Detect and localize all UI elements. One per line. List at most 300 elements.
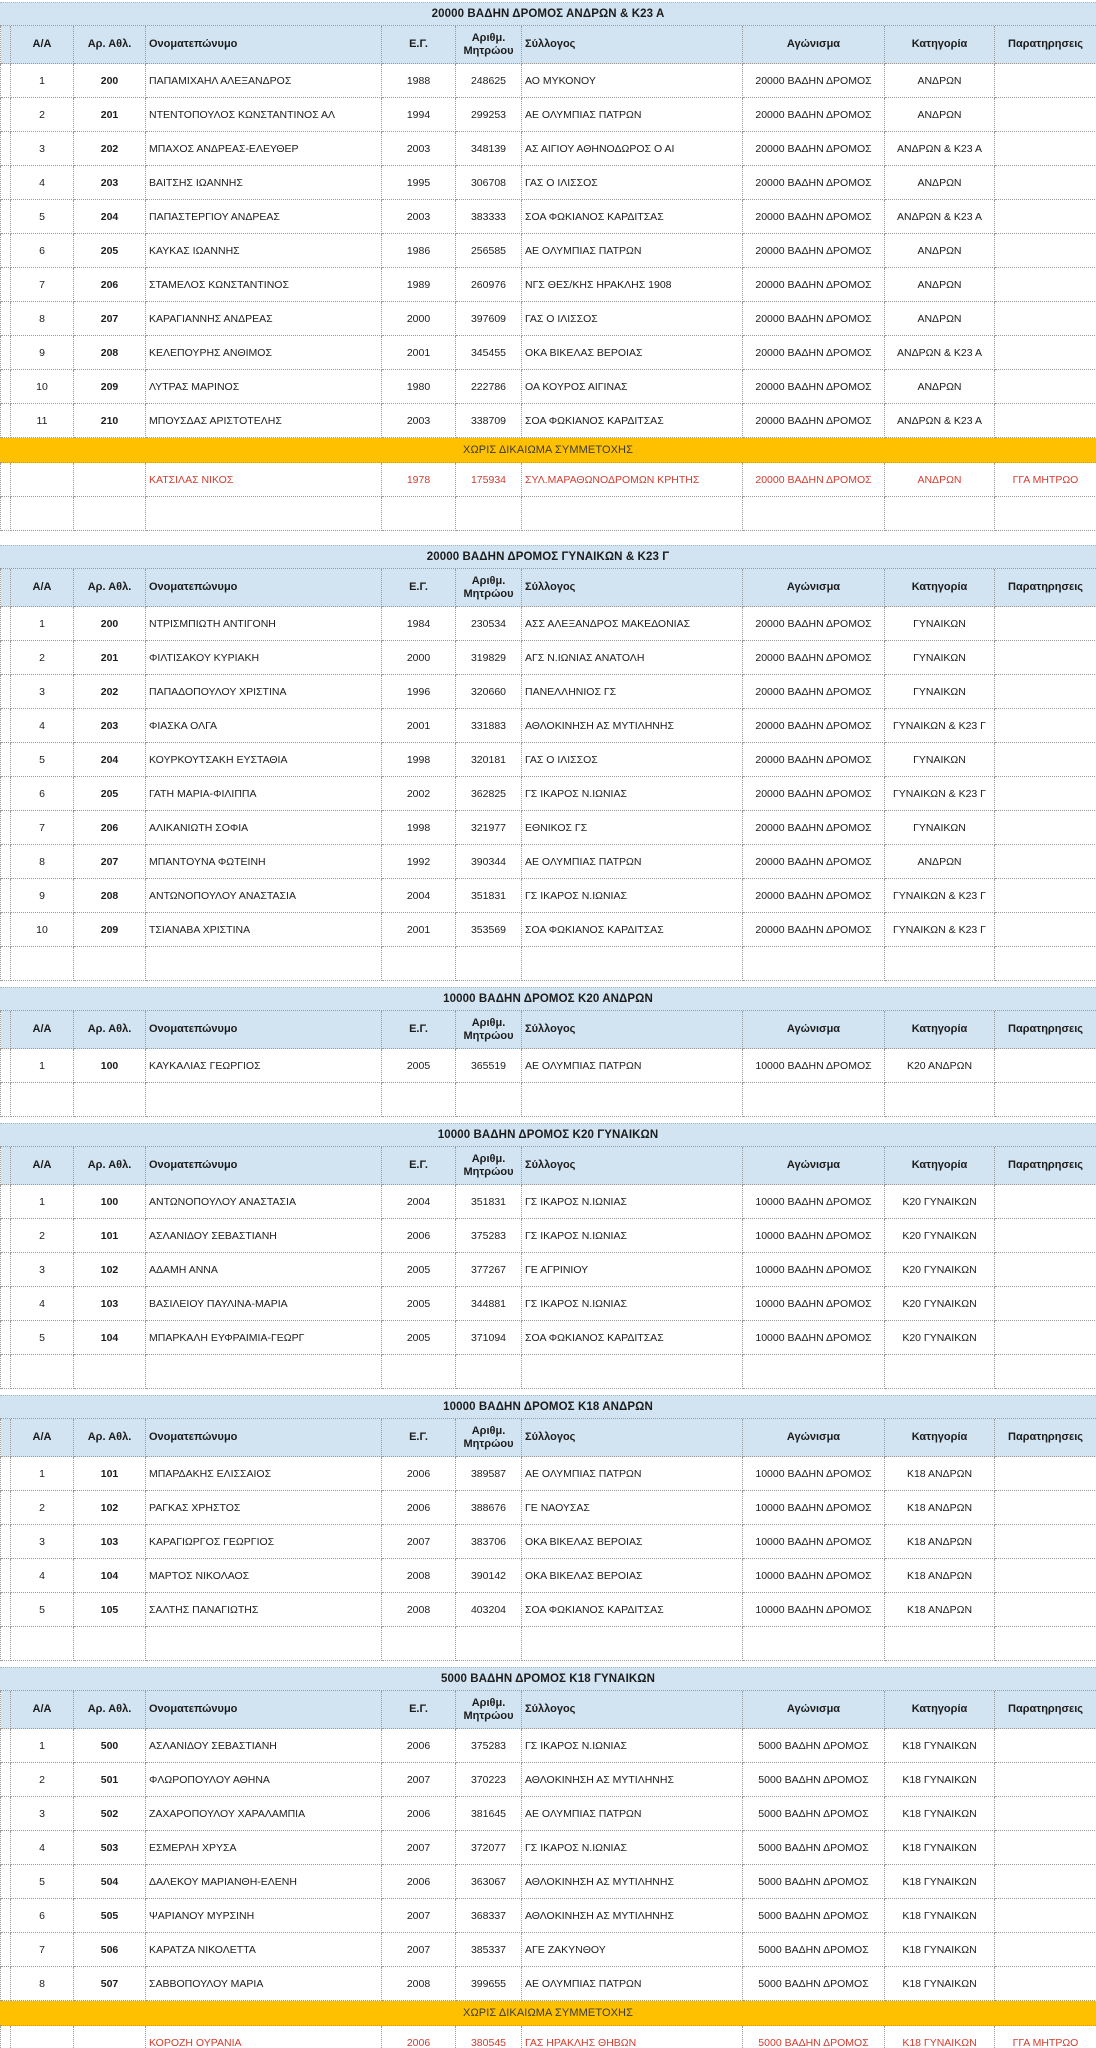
cell-event: 20000 ΒΑΔΗΝ ΔΡΟΜΟΣ (743, 64, 885, 98)
cell-aa: 2 (11, 1763, 74, 1797)
cell-club: ΑΓΣ Ν.ΙΩΝΙΑΣ ΑΝΑΤΟΛΗ (522, 641, 743, 675)
gutter-cell (1, 811, 11, 845)
cell-reg: 383333 (456, 200, 522, 234)
cell-empty (456, 1083, 522, 1117)
cell-club: ΑΘΛΟΚΙΝΗΣΗ ΑΣ ΜΥΤΙΛΗΝΗΣ (522, 1865, 743, 1899)
section-title: 10000 ΒΑΔΗΝ ΔΡΟΜΟΣ Κ18 ΑΝΔΡΩΝ (0, 1395, 1096, 1419)
cell-event: 20000 ΒΑΔΗΝ ΔΡΟΜΟΣ (743, 675, 885, 709)
cell-notes (995, 1491, 1096, 1525)
cell-name: ΡΑΓΚΑΣ ΧΡΗΣΤΟΣ (146, 1491, 382, 1525)
cell-reg: 375283 (456, 1729, 522, 1763)
cell-reg: 368337 (456, 1899, 522, 1933)
cell-aa: 2 (11, 641, 74, 675)
cell-eg: 2005 (382, 1287, 456, 1321)
athlete-row (0, 1593, 1096, 1627)
cell-name: ΤΣΙΑΝΑΒΑ ΧΡΙΣΤΙΝΑ (146, 913, 382, 947)
cell-empty (995, 497, 1096, 531)
excluded-athlete-row (0, 463, 1096, 497)
cell-eg: 2007 (382, 1525, 456, 1559)
cell-club: ΑΣΣ ΑΛΕΞΑΝΔΡΟΣ ΜΑΚΕΔΟΝΙΑΣ (522, 607, 743, 641)
column-header-eg: Ε.Γ. (382, 1147, 456, 1185)
cell-num: 100 (74, 1049, 146, 1083)
cell-empty (743, 497, 885, 531)
cell-reg: 385337 (456, 1933, 522, 1967)
gutter-cell (1, 1419, 11, 1457)
cell-club: ΣΟΑ ΦΩΚΙΑΝΟΣ ΚΑΡΔΙΤΣΑΣ (522, 1321, 743, 1355)
cell-eg: 1992 (382, 845, 456, 879)
cell-empty (146, 497, 382, 531)
athlete-row (0, 1219, 1096, 1253)
cell-notes (995, 336, 1096, 370)
cell-cat: Κ18 ΓΥΝΑΙΚΩΝ (885, 1865, 995, 1899)
cell-aa: 1 (11, 1729, 74, 1763)
cell-num: 208 (74, 879, 146, 913)
cell-empty (146, 1627, 382, 1661)
gutter-cell (1, 879, 11, 913)
cell-notes (995, 879, 1096, 913)
cell-notes (995, 811, 1096, 845)
gutter-cell (1, 1457, 11, 1491)
cell-cat: ΓΥΝΑΙΚΩΝ & Κ23 Γ (885, 777, 995, 811)
column-header-aa: Α/Α (11, 1419, 74, 1457)
header-row (0, 1419, 1096, 1457)
column-header-club: Σύλλογος (522, 1691, 743, 1729)
cell-aa: 7 (11, 811, 74, 845)
gutter-cell (1, 1185, 11, 1219)
cell-notes (995, 1049, 1096, 1083)
cell-reg: 371094 (456, 1321, 522, 1355)
cell-cat: Κ18 ΓΥΝΑΙΚΩΝ (885, 1933, 995, 1967)
cell-name: ΑΣΛΑΝΙΔΟΥ ΣΕΒΑΣΤΙΑΝΗ (146, 1729, 382, 1763)
athlete-row (0, 1831, 1096, 1865)
cell-eg: 2001 (382, 913, 456, 947)
cell-empty (11, 947, 74, 981)
cell-name: ΜΠΑΝΤΟΥΝΑ ΦΩΤΕΙΝΗ (146, 845, 382, 879)
column-header-club: Σύλλογος (522, 1419, 743, 1457)
cell-reg: 321977 (456, 811, 522, 845)
gutter-cell (1, 336, 11, 370)
cell-empty (146, 1083, 382, 1117)
cell-aa: 10 (11, 370, 74, 404)
column-header-eg: Ε.Γ. (382, 1419, 456, 1457)
cell-num: 101 (74, 1219, 146, 1253)
cell-club: ΑΕ ΟΛΥΜΠΙΑΣ ΠΑΤΡΩΝ (522, 234, 743, 268)
cell-club: ΑΓΕ ΖΑΚΥΝΘΟΥ (522, 1933, 743, 1967)
gutter-cell (1, 132, 11, 166)
empty-row (0, 1627, 1096, 1661)
cell-eg: 2006 (382, 1797, 456, 1831)
cell-notes (995, 1185, 1096, 1219)
gutter-cell (1, 1831, 11, 1865)
cell-cat: ΓΥΝΑΙΚΩΝ & Κ23 Γ (885, 879, 995, 913)
cell-event: 20000 ΒΑΔΗΝ ΔΡΟΜΟΣ (743, 336, 885, 370)
cell-notes (995, 1763, 1096, 1797)
gutter-cell (1, 1049, 11, 1083)
column-header-name: Ονοματεπώνυμο (146, 1419, 382, 1457)
cell-name: ΠΑΠΑΔΟΠΟΥΛΟΥ ΧΡΙΣΤΙΝΑ (146, 675, 382, 709)
athlete-row (0, 1287, 1096, 1321)
cell-eg: 1995 (382, 166, 456, 200)
cell-empty (885, 1083, 995, 1117)
cell-reg: 175934 (456, 463, 522, 497)
cell-reg: 362825 (456, 777, 522, 811)
cell-num: 103 (74, 1525, 146, 1559)
gutter-cell (1, 1287, 11, 1321)
cell-reg: 230534 (456, 607, 522, 641)
cell-reg: 383706 (456, 1525, 522, 1559)
cell-name: ΜΠΟΥΣΔΑΣ ΑΡΙΣΤΟΤΕΛΗΣ (146, 404, 382, 438)
cell-reg: 256585 (456, 234, 522, 268)
cell-event: 20000 ΒΑΔΗΝ ΔΡΟΜΟΣ (743, 777, 885, 811)
cell-aa: 3 (11, 1525, 74, 1559)
cell-eg: 2008 (382, 1593, 456, 1627)
cell-event: 5000 ΒΑΔΗΝ ΔΡΟΜΟΣ (743, 1729, 885, 1763)
cell-num: 201 (74, 641, 146, 675)
cell-event: 10000 ΒΑΔΗΝ ΔΡΟΜΟΣ (743, 1287, 885, 1321)
cell-club: ΣΟΑ ΦΩΚΙΑΝΟΣ ΚΑΡΔΙΤΣΑΣ (522, 200, 743, 234)
cell-reg: 397609 (456, 302, 522, 336)
cell-cat: Κ20 ΓΥΝΑΙΚΩΝ (885, 1185, 995, 1219)
empty-row (0, 1083, 1096, 1117)
cell-event: 20000 ΒΑΔΗΝ ΔΡΟΜΟΣ (743, 743, 885, 777)
cell-name: ΣΑΒΒΟΠΟΥΛΟΥ ΜΑΡΙΑ (146, 1967, 382, 2001)
cell-club: ΝΓΣ ΘΕΣ/ΚΗΣ ΗΡΑΚΛΗΣ 1908 (522, 268, 743, 302)
cell-notes (995, 1253, 1096, 1287)
cell-club: ΑΕ ΟΛΥΜΠΙΑΣ ΠΑΤΡΩΝ (522, 1457, 743, 1491)
event-section (0, 1395, 1096, 1661)
cell-notes (995, 1831, 1096, 1865)
cell-eg: 1989 (382, 268, 456, 302)
cell-cat: Κ20 ΓΥΝΑΙΚΩΝ (885, 1219, 995, 1253)
cell-empty (74, 1627, 146, 1661)
cell-eg: 1978 (382, 463, 456, 497)
cell-cat: ΓΥΝΑΙΚΩΝ (885, 641, 995, 675)
cell-empty (743, 1627, 885, 1661)
cell-empty (74, 497, 146, 531)
cell-reg: 403204 (456, 1593, 522, 1627)
cell-aa: 5 (11, 1593, 74, 1627)
cell-club: ΑΟ ΜΥΚΟΝΟΥ (522, 64, 743, 98)
section-title: 10000 ΒΑΔΗΝ ΔΡΟΜΟΣ Κ20 ΓΥΝΑΙΚΩΝ (0, 1123, 1096, 1147)
gutter-cell (1, 709, 11, 743)
column-header-club: Σύλλογος (522, 569, 743, 607)
cell-reg: 372077 (456, 1831, 522, 1865)
cell-name: ΔΑΛΕΚΟΥ ΜΑΡΙΑΝΘΗ-ΕΛΕΝΗ (146, 1865, 382, 1899)
cell-num: 209 (74, 370, 146, 404)
cell-num: 101 (74, 1457, 146, 1491)
athlete-row (0, 913, 1096, 947)
gutter-cell (1, 777, 11, 811)
header-row (0, 26, 1096, 64)
gutter-cell (1, 1219, 11, 1253)
cell-notes (995, 1729, 1096, 1763)
cell-aa: 6 (11, 1899, 74, 1933)
cell-event: 20000 ΒΑΔΗΝ ΔΡΟΜΟΣ (743, 463, 885, 497)
athlete-row (0, 1185, 1096, 1219)
cell-num: 201 (74, 98, 146, 132)
cell-reg: 260976 (456, 268, 522, 302)
cell-notes (995, 1899, 1096, 1933)
cell-eg: 1980 (382, 370, 456, 404)
cell-eg: 2000 (382, 302, 456, 336)
cell-notes (995, 607, 1096, 641)
athlete-row (0, 200, 1096, 234)
cell-notes (995, 302, 1096, 336)
gutter-cell (1, 166, 11, 200)
cell-club: ΑΕ ΟΛΥΜΠΙΑΣ ΠΑΤΡΩΝ (522, 1049, 743, 1083)
cell-reg: 377267 (456, 1253, 522, 1287)
cell-name: ΦΙΛΤΙΣΑΚΟΥ ΚΥΡΙΑΚΗ (146, 641, 382, 675)
cell-reg: 389587 (456, 1457, 522, 1491)
gutter-cell (1, 1899, 11, 1933)
athlete-row (0, 1049, 1096, 1083)
cell-event: 20000 ΒΑΔΗΝ ΔΡΟΜΟΣ (743, 98, 885, 132)
cell-event: 5000 ΒΑΔΗΝ ΔΡΟΜΟΣ (743, 1763, 885, 1797)
cell-reg: 399655 (456, 1967, 522, 2001)
cell-reg: 338709 (456, 404, 522, 438)
cell-aa: 2 (11, 1219, 74, 1253)
cell-aa: 6 (11, 777, 74, 811)
cell-num: 200 (74, 607, 146, 641)
cell-num: 206 (74, 811, 146, 845)
cell-event: 20000 ΒΑΔΗΝ ΔΡΟΜΟΣ (743, 132, 885, 166)
cell-cat: Κ18 ΑΝΔΡΩΝ (885, 1491, 995, 1525)
gutter-cell (1, 947, 11, 981)
cell-name: ΝΤΡΙΣΜΠΙΩΤΗ ΑΝΤΙΓΟΝΗ (146, 607, 382, 641)
gutter-cell (1, 675, 11, 709)
gutter-cell (1, 1933, 11, 1967)
cell-event: 5000 ΒΑΔΗΝ ΔΡΟΜΟΣ (743, 2026, 885, 2048)
cell-club: ΠΑΝΕΛΛΗΝΙΟΣ ΓΣ (522, 675, 743, 709)
cell-event: 10000 ΒΑΔΗΝ ΔΡΟΜΟΣ (743, 1185, 885, 1219)
athlete-row (0, 743, 1096, 777)
cell-num (74, 2026, 146, 2048)
column-header-aa: Α/Α (11, 26, 74, 64)
cell-empty (995, 1627, 1096, 1661)
header-row (0, 1011, 1096, 1049)
gutter-cell (1, 913, 11, 947)
cell-cat: ΓΥΝΑΙΚΩΝ (885, 743, 995, 777)
cell-aa: 1 (11, 64, 74, 98)
cell-event: 20000 ΒΑΔΗΝ ΔΡΟΜΟΣ (743, 200, 885, 234)
athlete-row (0, 64, 1096, 98)
cell-aa (11, 463, 74, 497)
cell-empty (885, 1627, 995, 1661)
cell-club: ΓΣ ΙΚΑΡΟΣ Ν.ΙΩΝΙΑΣ (522, 1287, 743, 1321)
empty-row (0, 1355, 1096, 1389)
cell-num: 208 (74, 336, 146, 370)
cell-notes: ΓΓΑ ΜΗΤΡΩΟ (995, 463, 1096, 497)
gutter-cell (1, 1797, 11, 1831)
cell-event: 10000 ΒΑΔΗΝ ΔΡΟΜΟΣ (743, 1491, 885, 1525)
cell-event: 10000 ΒΑΔΗΝ ΔΡΟΜΟΣ (743, 1321, 885, 1355)
athlete-row (0, 1933, 1096, 1967)
header-row (0, 1147, 1096, 1185)
cell-notes (995, 1287, 1096, 1321)
cell-reg: 320181 (456, 743, 522, 777)
cell-eg: 1996 (382, 675, 456, 709)
cell-empty (456, 1355, 522, 1389)
cell-empty (382, 947, 456, 981)
cell-club: ΑΘΛΟΚΙΝΗΣΗ ΑΣ ΜΥΤΙΛΗΝΗΣ (522, 1899, 743, 1933)
cell-cat: Κ18 ΑΝΔΡΩΝ (885, 1525, 995, 1559)
cell-empty (522, 1627, 743, 1661)
no-participation-banner: ΧΩΡΙΣ ΔΙΚΑΙΩΜΑ ΣΥΜΜΕΤΟΧΗΣ (0, 438, 1096, 463)
gutter-cell (1, 1559, 11, 1593)
cell-club: ΓΑΣ ΗΡΑΚΛΗΣ ΘΗΒΩΝ (522, 2026, 743, 2048)
cell-aa: 11 (11, 404, 74, 438)
gutter-cell (1, 1691, 11, 1729)
cell-club: ΓΑΣ Ο ΙΛΙΣΣΟΣ (522, 166, 743, 200)
cell-notes (995, 913, 1096, 947)
gutter-cell (1, 1253, 11, 1287)
cell-event: 20000 ΒΑΔΗΝ ΔΡΟΜΟΣ (743, 913, 885, 947)
column-header-event: Αγώνισμα (743, 1011, 885, 1049)
cell-num: 204 (74, 743, 146, 777)
column-header-num: Αρ. Αθλ. (74, 1147, 146, 1185)
cell-cat: Κ18 ΓΥΝΑΙΚΩΝ (885, 2026, 995, 2048)
cell-empty (456, 947, 522, 981)
column-header-name: Ονοματεπώνυμο (146, 1691, 382, 1729)
excluded-athlete-row (0, 2026, 1096, 2048)
cell-cat: ΑΝΔΡΩΝ (885, 370, 995, 404)
column-header-eg: Ε.Γ. (382, 1011, 456, 1049)
cell-num: 500 (74, 1729, 146, 1763)
cell-reg: 319829 (456, 641, 522, 675)
cell-cat: ΑΝΔΡΩΝ & Κ23 Α (885, 336, 995, 370)
cell-name: ΣΑΛΤΗΣ ΠΑΝΑΓΙΩΤΗΣ (146, 1593, 382, 1627)
cell-name: ΚΕΛΕΠΟΥΡΗΣ ΑΝΘΙΜΟΣ (146, 336, 382, 370)
cell-name: ΑΔΑΜΗ ΑΝΝΑ (146, 1253, 382, 1287)
cell-club: ΑΕ ΟΛΥΜΠΙΑΣ ΠΑΤΡΩΝ (522, 98, 743, 132)
cell-cat: ΓΥΝΑΙΚΩΝ & Κ23 Γ (885, 913, 995, 947)
cell-aa: 1 (11, 1185, 74, 1219)
cell-club: ΓΣ ΙΚΑΡΟΣ Ν.ΙΩΝΙΑΣ (522, 1219, 743, 1253)
cell-aa: 8 (11, 845, 74, 879)
gutter-cell (1, 743, 11, 777)
cell-aa: 3 (11, 1797, 74, 1831)
cell-num: 100 (74, 1185, 146, 1219)
cell-cat: Κ18 ΓΥΝΑΙΚΩΝ (885, 1797, 995, 1831)
cell-cat: Κ18 ΓΥΝΑΙΚΩΝ (885, 1729, 995, 1763)
cell-reg: 388676 (456, 1491, 522, 1525)
athlete-row (0, 370, 1096, 404)
cell-aa: 5 (11, 743, 74, 777)
cell-aa: 4 (11, 709, 74, 743)
cell-num: 502 (74, 1797, 146, 1831)
cell-event: 5000 ΒΑΔΗΝ ΔΡΟΜΟΣ (743, 1967, 885, 2001)
athlete-row (0, 1763, 1096, 1797)
gutter-cell (1, 1321, 11, 1355)
cell-reg: 222786 (456, 370, 522, 404)
cell-aa: 3 (11, 675, 74, 709)
cell-club: ΣΟΑ ΦΩΚΙΑΝΟΣ ΚΑΡΔΙΤΣΑΣ (522, 1593, 743, 1627)
cell-name: ΑΛΙΚΑΝΙΩΤΗ ΣΟΦΙΑ (146, 811, 382, 845)
cell-num: 207 (74, 845, 146, 879)
cell-cat: Κ20 ΓΥΝΑΙΚΩΝ (885, 1287, 995, 1321)
column-header-cat: Κατηγορία (885, 26, 995, 64)
cell-event: 5000 ΒΑΔΗΝ ΔΡΟΜΟΣ (743, 1797, 885, 1831)
cell-aa: 3 (11, 132, 74, 166)
column-header-num: Αρ. Αθλ. (74, 26, 146, 64)
gutter-cell (1, 1147, 11, 1185)
cell-name: ΜΑΡΤΟΣ ΝΙΚΟΛΑΟΣ (146, 1559, 382, 1593)
cell-club: ΑΘΛΟΚΙΝΗΣΗ ΑΣ ΜΥΤΙΛΗΝΗΣ (522, 1763, 743, 1797)
column-header-event: Αγώνισμα (743, 1691, 885, 1729)
cell-empty (522, 497, 743, 531)
gutter-cell (1, 370, 11, 404)
cell-num: 203 (74, 709, 146, 743)
cell-eg: 2004 (382, 1185, 456, 1219)
cell-club: ΑΕ ΟΛΥΜΠΙΑΣ ΠΑΤΡΩΝ (522, 1797, 743, 1831)
cell-notes (995, 200, 1096, 234)
cell-num: 202 (74, 132, 146, 166)
cell-eg: 2008 (382, 1559, 456, 1593)
cell-notes (995, 370, 1096, 404)
athlete-row (0, 777, 1096, 811)
section-title: 10000 ΒΑΔΗΝ ΔΡΟΜΟΣ Κ20 ΑΝΔΡΩΝ (0, 987, 1096, 1011)
gutter-cell (1, 1491, 11, 1525)
cell-notes (995, 1559, 1096, 1593)
column-header-event: Αγώνισμα (743, 26, 885, 64)
cell-event: 5000 ΒΑΔΗΝ ΔΡΟΜΟΣ (743, 1831, 885, 1865)
cell-num: 203 (74, 166, 146, 200)
cell-reg: 306708 (456, 166, 522, 200)
cell-eg: 2001 (382, 336, 456, 370)
column-header-name: Ονοματεπώνυμο (146, 569, 382, 607)
cell-name: ΚΑΤΣΙΛΑΣ ΝΙΚΟΣ (146, 463, 382, 497)
cell-cat: Κ18 ΓΥΝΑΙΚΩΝ (885, 1763, 995, 1797)
cell-empty (456, 497, 522, 531)
cell-notes (995, 132, 1096, 166)
column-header-event: Αγώνισμα (743, 1147, 885, 1185)
cell-eg: 2002 (382, 777, 456, 811)
cell-aa: 9 (11, 879, 74, 913)
column-header-cat: Κατηγορία (885, 1691, 995, 1729)
cell-event: 20000 ΒΑΔΗΝ ΔΡΟΜΟΣ (743, 302, 885, 336)
cell-num: 505 (74, 1899, 146, 1933)
cell-reg: 345455 (456, 336, 522, 370)
event-section (0, 2, 1096, 531)
gutter-cell (1, 302, 11, 336)
cell-cat: Κ18 ΑΝΔΡΩΝ (885, 1559, 995, 1593)
cell-num: 200 (74, 64, 146, 98)
column-header-name: Ονοματεπώνυμο (146, 1011, 382, 1049)
cell-name: ΚΑΡΑΓΙΩΡΓΟΣ ΓΕΩΡΓΙΟΣ (146, 1525, 382, 1559)
athlete-row (0, 132, 1096, 166)
cell-eg: 2006 (382, 1219, 456, 1253)
cell-club: ΕΘΝΙΚΟΣ ΓΣ (522, 811, 743, 845)
cell-num: 207 (74, 302, 146, 336)
cell-club: ΓΑΣ Ο ΙΛΙΣΣΟΣ (522, 302, 743, 336)
cell-club: ΓΣ ΙΚΑΡΟΣ Ν.ΙΩΝΙΑΣ (522, 1831, 743, 1865)
gutter-cell (1, 1865, 11, 1899)
cell-empty (382, 1627, 456, 1661)
cell-eg: 2007 (382, 1899, 456, 1933)
cell-eg: 2006 (382, 1729, 456, 1763)
cell-reg: 299253 (456, 98, 522, 132)
section-title: 20000 ΒΑΔΗΝ ΔΡΟΜΟΣ ΑΝΔΡΩΝ & Κ23 Α (0, 2, 1096, 26)
cell-aa: 4 (11, 166, 74, 200)
cell-aa: 2 (11, 98, 74, 132)
cell-empty (522, 1355, 743, 1389)
cell-club: ΓΣ ΙΚΑΡΟΣ Ν.ΙΩΝΙΑΣ (522, 879, 743, 913)
gutter-cell (1, 569, 11, 607)
cell-aa: 7 (11, 268, 74, 302)
cell-notes (995, 709, 1096, 743)
cell-notes (995, 743, 1096, 777)
gutter-cell (1, 607, 11, 641)
